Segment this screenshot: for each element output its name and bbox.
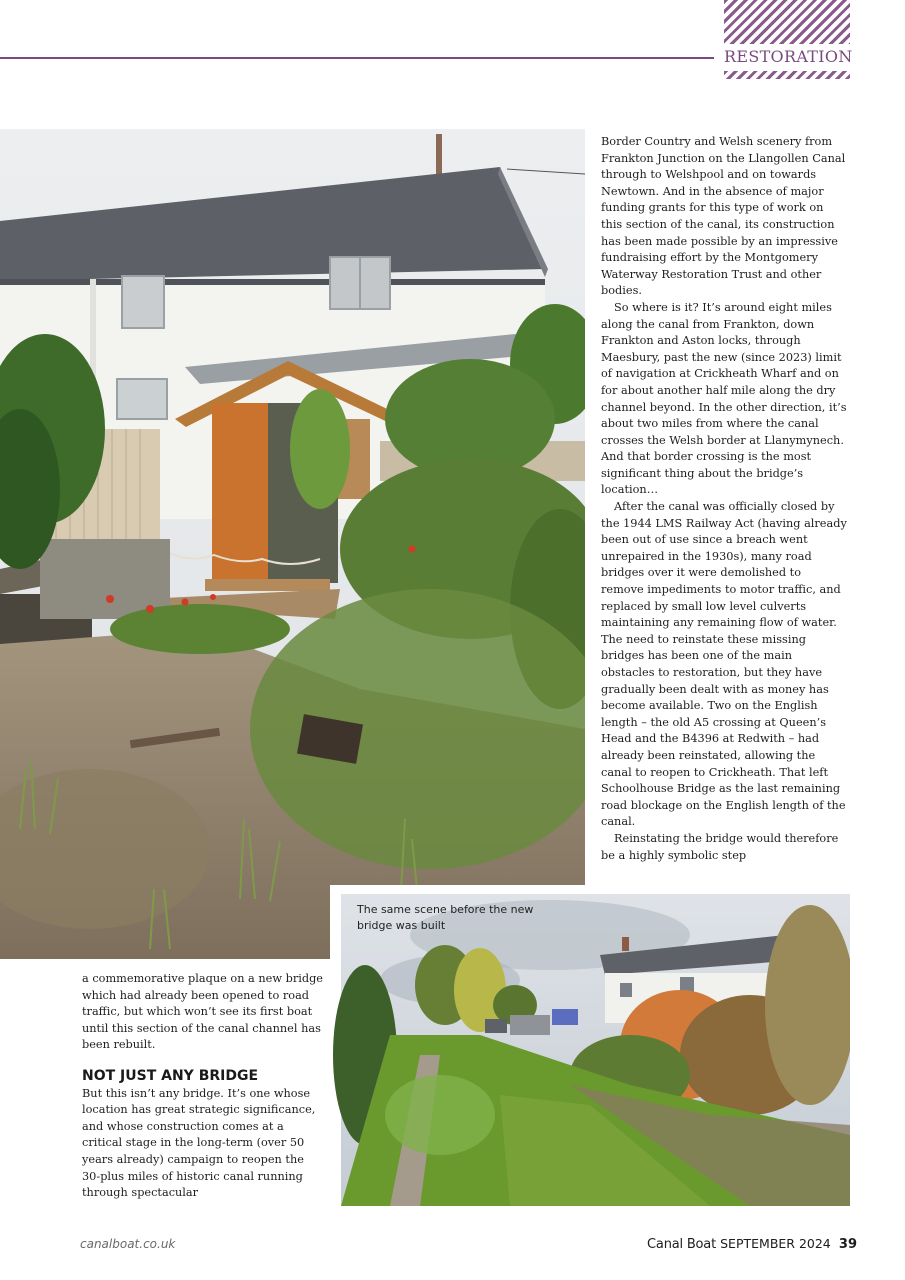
footer-website: canalboat.co.uk [80,1237,176,1251]
article-paragraph: So where is it? It’s around eight miles along the canal from Frankton, down Frankton and Aston locks, through Maesbury, past the new (since 2023) limit of navigation at Crickheath Wharf and on for about another half mile along the dry channel beyond. In the other direction, it’s about two miles from where the canal crosses the Welsh border at Llanymynech. And that border crossing is the most significant thing about the bridge’s location… [601,300,847,497]
section-hatch-top [724,0,850,44]
page-number: 39 [838,1237,857,1252]
article-subheading: NOT JUST ANY BRIDGE [82,1067,259,1084]
article-paragraph: After the canal was officially closed by the 1944 LMS Railway Act (having already been out of use since a breach went unrepaired in the 1930s), many road bridges over it were demolished to remove impediments to motor traffic, and replaced by small low level culverts maintaining any remaining flow of water. The need to reinstate these missing bridges has been one of the main obstacles to restoration, but they have gradually been dealt with as money has become available. Two on the English length – the old A5 crossing at Queen’s Head and the B4396 at Redwith – had already been reinstated, allowing the canal to reopen to Crickheath. That left Schoolhouse Bridge as the last remaining road blockage on the English length of the canal. [601,500,847,829]
article-left-column [82,971,324,1202]
footer-magazine: Canal Boat [647,1237,716,1252]
article-paragraph: But this isn’t any bridge. It’s one whose location has great strategic significance, and whose construction comes at a critical stage in the long-term (over 50 years already) campaign to reopen the 30-plus miles of historic canal running through spectacular [82,1086,316,1200]
header-rule [0,57,714,59]
article-paragraph: Border Country and Welsh scenery from Frankton Junction on the Llangollen Canal through to Welshpool and on towards Newtown. And in the absence of major funding grants for this type of work on this section of the canal, its construction has been made possible by an impressive fundraising effort by the Montgomery Waterway Restoration Trust and other bodies. [601,135,846,298]
section-label: RESTORATION [724,47,853,66]
garden-house-photo-icon [0,129,585,959]
article-paragraph: a commemorative plaque on a new bridge which had already been opened to road traffic, but which won’t see its first boat until this section of the canal channel has been rebuilt. [82,972,323,1052]
footer-issue: SEPTEMBER 2024 [720,1236,831,1251]
footer-folio [647,1236,857,1252]
section-hatch-bottom [724,71,850,79]
main-photo [0,129,585,959]
photo-caption: The same scene before the new bridge was built [357,903,534,932]
article-right-column [601,134,847,864]
article-paragraph: Reinstating the bridge would therefore be a highly symbolic step [601,831,839,862]
